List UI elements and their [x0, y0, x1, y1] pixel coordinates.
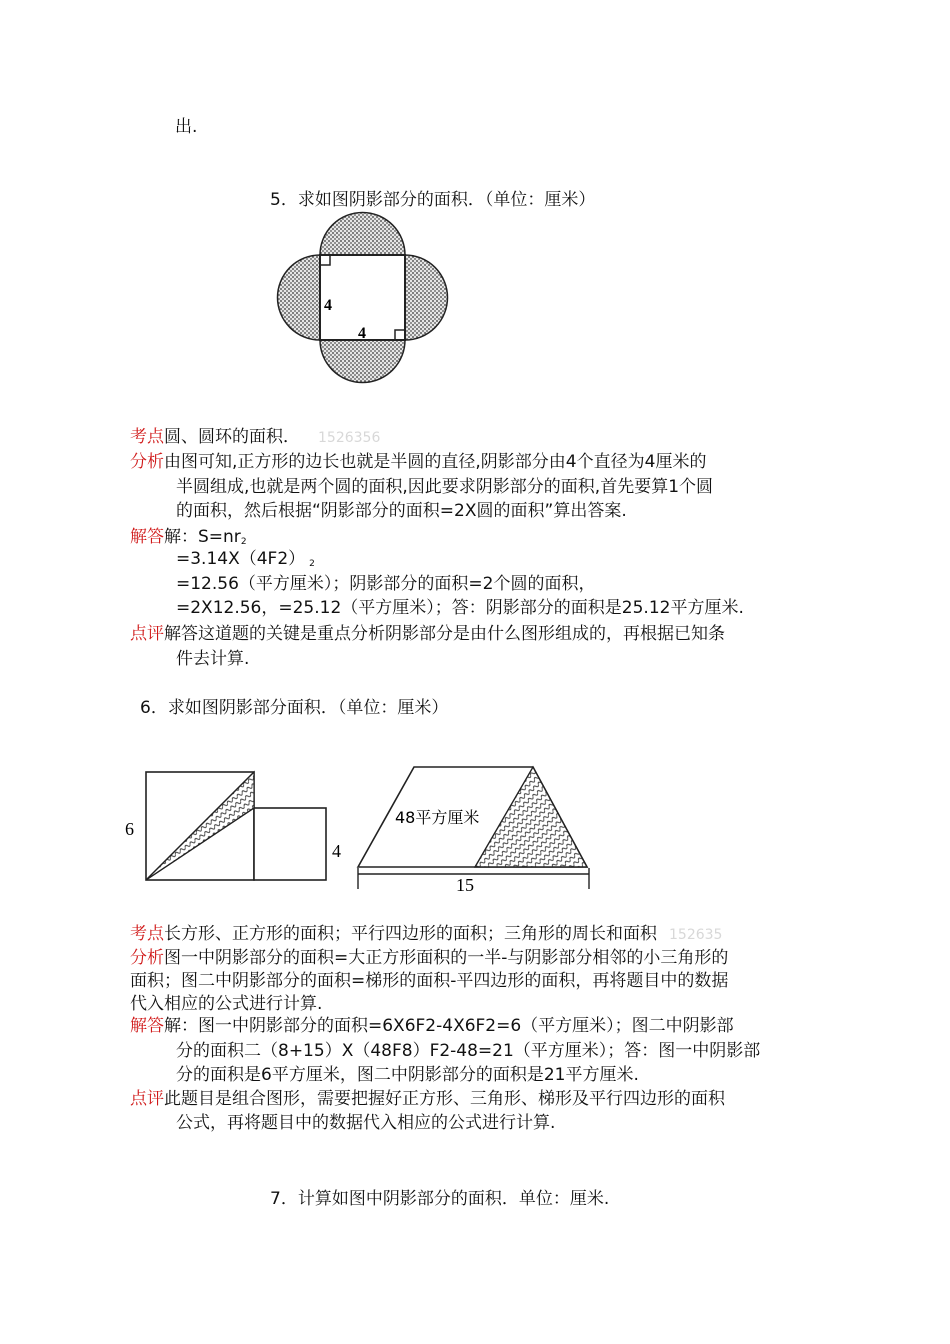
q6-dianping-line-1	[130, 1087, 725, 1111]
q6-jieda-line-2: 分的面积二（8+15）X（48F8）F2-48=21（平方厘米）；答：图一中阴影部	[176, 1041, 761, 1061]
q5-dianping-line-2: 件去计算.	[176, 649, 250, 669]
q5-fenxi-line-2: 半圆组成,也就是两个圆的面积,因此要求阴影部分的面积,首先要算1个圆	[176, 477, 714, 497]
q5-jieda-sub-2: 2	[309, 559, 315, 569]
q6-jieda-label: 解答	[130, 1016, 164, 1036]
q5-jieda-sub-1: 2	[240, 537, 247, 547]
prev-answer-tail: 出.	[175, 117, 198, 137]
q5-dianping-label: 点评	[130, 624, 164, 644]
q5-fenxi-label: 分析	[130, 452, 164, 472]
q6-fenxi-label: 分析	[130, 948, 164, 968]
q6-kaodian-text: 长方形、正方形的面积；平行四边形的面积；三角形的周长和面积	[164, 924, 657, 944]
q5-bottom-label: 4	[358, 325, 366, 342]
q5-jieda-text-1: 解：S=nr	[164, 527, 241, 547]
q6-title: 6．求如图阴影部分面积．（单位：厘米）	[140, 698, 449, 718]
q5-fenxi-line-1	[130, 450, 706, 474]
q6-watermark: 152635	[669, 927, 723, 943]
q6-jieda-line-1	[130, 1014, 734, 1038]
q6-jieda-line-3: 分的面积是6平方厘米，图二中阴影部分的面积是21平方厘米.	[176, 1065, 639, 1085]
q5-kaodian	[130, 425, 380, 450]
q5-side-label: 4	[324, 297, 332, 314]
q6-fenxi-text-1: 图一中阴影部分的面积=大正方形面积的一半-与阴影部分相邻的小三角形的	[164, 948, 729, 968]
q5-dianping-text-1: 解答这道题的关键是重点分析阴影部分是由什么图形组成的，再根据已知条	[164, 624, 725, 644]
q6-kaodian	[130, 922, 722, 947]
q5-semicircle-right	[405, 255, 448, 340]
q5-figure	[272, 212, 462, 402]
q5-jieda-line-4: =2X12.56，=25.12（平方厘米）；答：阴影部分的面积是25.12平方厘米.	[176, 598, 744, 618]
q6-dianping-line-2: 公式，再将题目中的数据代入相应的公式进行计算.	[176, 1113, 556, 1133]
q6-fig1-left-label: 6	[125, 819, 134, 839]
q6-dianping-text-1: 此题目是组合图形，需要把握好正方形、三角形、梯形及平行四边形的面积	[164, 1089, 725, 1109]
q6-fig1-right-label: 4	[332, 841, 341, 861]
q6-jieda-text-1: 解：图一中阴影部分的面积=6X6F2-4X6F2=6（平方厘米）；图二中阴影部	[164, 1016, 734, 1036]
q5-watermark: 1526356	[318, 430, 381, 446]
q6-fenxi-line-2: 面积；图二中阴影部分的面积=梯形的面积-平四边形的面积，再将题目中的数据	[130, 971, 729, 991]
q5-fenxi-line-3: 的面积，然后根据“阴影部分的面积=2X圆的面积”算出答案.	[176, 501, 627, 521]
q5-kaodian-text: 圆、圆环的面积．	[164, 427, 300, 447]
q5-jieda-line-3: =12.56（平方厘米）；阴影部分的面积=2个圆的面积，	[176, 574, 596, 594]
q6-fenxi-line-3: 代入相应的公式进行计算.	[130, 994, 323, 1014]
q5-dianping-line-1	[130, 622, 725, 646]
q5-jieda-text-2: =3.14X（4F2）	[176, 549, 306, 569]
q6-fenxi-line-1	[130, 946, 728, 970]
q6-dianping-label: 点评	[130, 1089, 164, 1109]
q7-title: 7．计算如图中阴影部分的面积．单位：厘米.	[270, 1189, 610, 1209]
q5-semicircle-left	[278, 255, 321, 340]
q5-kaodian-label: 考点	[130, 427, 164, 447]
q5-fenxi-text-1: 由图可知,正方形的边长也就是半圆的直径,阴影部分由4个直径为4厘米的	[164, 452, 707, 472]
q6-kaodian-label: 考点	[130, 924, 164, 944]
q5-jieda-label: 解答	[130, 527, 164, 547]
q6-figure-1	[120, 765, 340, 895]
q6-small-rect	[254, 808, 326, 880]
q5-semicircle-bottom	[320, 340, 405, 383]
q6-figure-2	[355, 762, 605, 897]
q5-semicircle-top	[320, 213, 405, 256]
q6-fig2-area-label: 48平方厘米	[395, 808, 480, 827]
q5-title: 5．求如图阴影部分的面积．（单位：厘米）	[270, 190, 596, 210]
q6-fig2-base-label: 15	[456, 875, 474, 895]
